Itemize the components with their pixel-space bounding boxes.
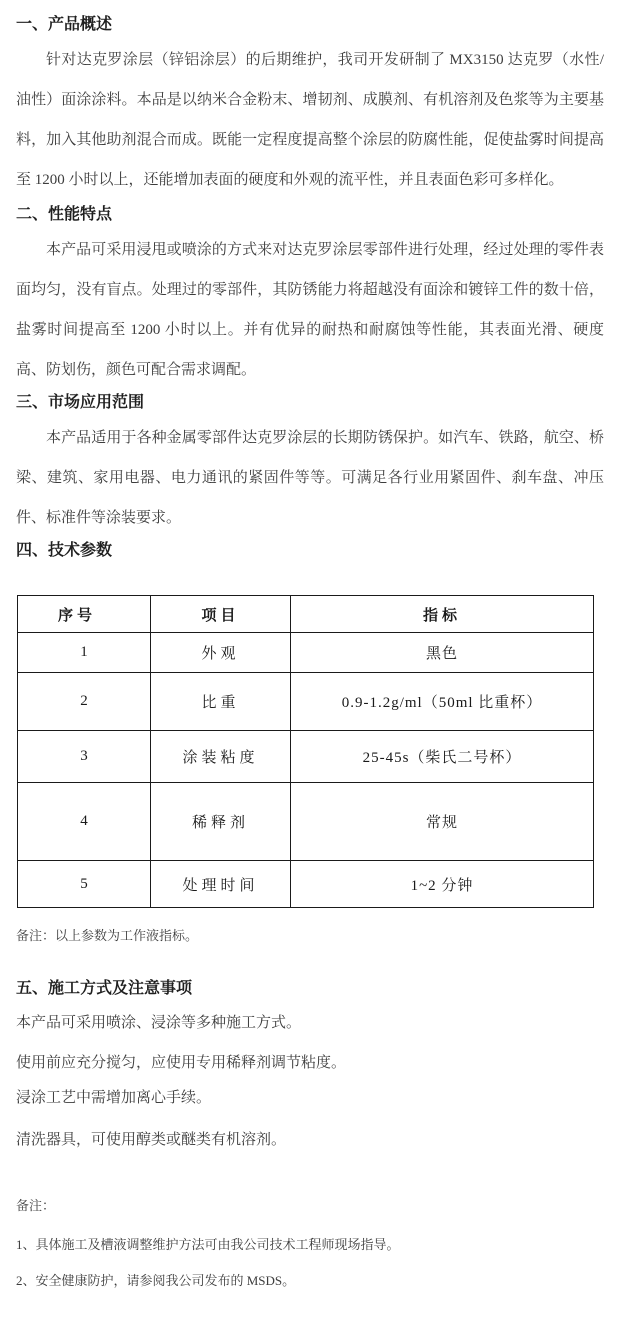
footnote-item: 2、安全健康防护，请参阅我公司发布的 MSDS。: [16, 1273, 296, 1288]
row-item: 涂装粘度: [151, 731, 291, 783]
row-index: 5: [18, 861, 151, 908]
row-index: 3: [18, 731, 151, 783]
table-row: [18, 633, 594, 673]
table-header-row: [18, 596, 594, 633]
row-index: 2: [18, 673, 151, 731]
applications-paragraph: 本产品适用于各种金属零部件达克罗涂层的长期防锈保护。如汽车、铁路，航空、桥梁、建筑、家用电器、电力通讯的紧固件等等。可满足各行业用紧固件、刹车盘、冲压件、标准件等涂装要求。: [16, 430, 604, 526]
row-item: 稀释剂: [151, 783, 291, 861]
row-spec: 1~2 分钟: [291, 861, 594, 908]
table-row: [18, 783, 594, 861]
method-line: 清洗器具，可使用醇类或醚类有机溶剂。: [16, 1132, 287, 1148]
tech-params-table: [17, 595, 594, 908]
row-item: 比重: [151, 673, 291, 731]
method-line: 本产品可采用喷涂、浸涂等多种施工方式。: [16, 1015, 302, 1031]
table-header-item: 项目: [151, 596, 291, 633]
table-header-index: 序号: [18, 596, 151, 633]
features-paragraph: 本产品可采用浸甩或喷涂的方式来对达克罗涂层零部件进行处理，经过处理的零件表面均匀，没有盲点。处理过的零部件，其防锈能力将超越没有面涂和镀锌工件的数十倍，盐雾时间提高至 1200 小时以上。并有优异的耐热和耐腐蚀等性能，其表面光滑、硬度高、防划伤，颜色可配合需求调配。: [16, 242, 604, 378]
row-spec: 黑色: [291, 633, 594, 673]
row-item: 外观: [151, 633, 291, 673]
section-title-methods: 五、施工方式及注意事项: [16, 980, 193, 997]
row-spec: 常规: [291, 783, 594, 861]
overview-paragraph: 针对达克罗涂层（锌铝涂层）的后期维护，我司开发研制了 MX3150 达克罗（水性/油性）面涂涂料。本品是以纳米合金粉末、增韧剂、成膜剂、有机溶剂及色浆等为主要基料，加入其他助剂混合而成。既能一定程度提高整个涂层的防腐性能，促使盐雾时间提高至 1200 小时以上，还能增加表面的硬度和外观的流平性，并且表面色彩可多样化。: [16, 52, 604, 188]
table-row: [18, 861, 594, 908]
table-header-spec: 指标: [291, 596, 594, 633]
method-line: 使用前应充分搅匀，应使用专用稀释剂调节粘度。: [16, 1055, 347, 1071]
footnote-item: 1、具体施工及槽液调整维护方法可由我公司技术工程师现场指导。: [16, 1237, 400, 1252]
section-title-applications: 三、市场应用范围: [16, 394, 145, 411]
table-note: 备注：以上参数为工作液指标。: [16, 928, 199, 943]
row-index: 1: [18, 633, 151, 673]
row-item: 处理时间: [151, 861, 291, 908]
section-title-tech-params: 四、技术参数: [16, 542, 113, 559]
section-title-features: 二、性能特点: [16, 206, 113, 223]
row-spec: 25-45s（柴氏二号杯）: [291, 731, 594, 783]
table-row: [18, 673, 594, 731]
section-title-overview: 一、产品概述: [16, 16, 113, 33]
row-spec: 0.9-1.2g/ml（50ml 比重杯）: [291, 673, 594, 731]
table-row: [18, 731, 594, 783]
method-line: 浸涂工艺中需增加离心手续。: [16, 1090, 212, 1106]
row-index: 4: [18, 783, 151, 861]
footnotes-title: 备注：: [16, 1198, 56, 1213]
